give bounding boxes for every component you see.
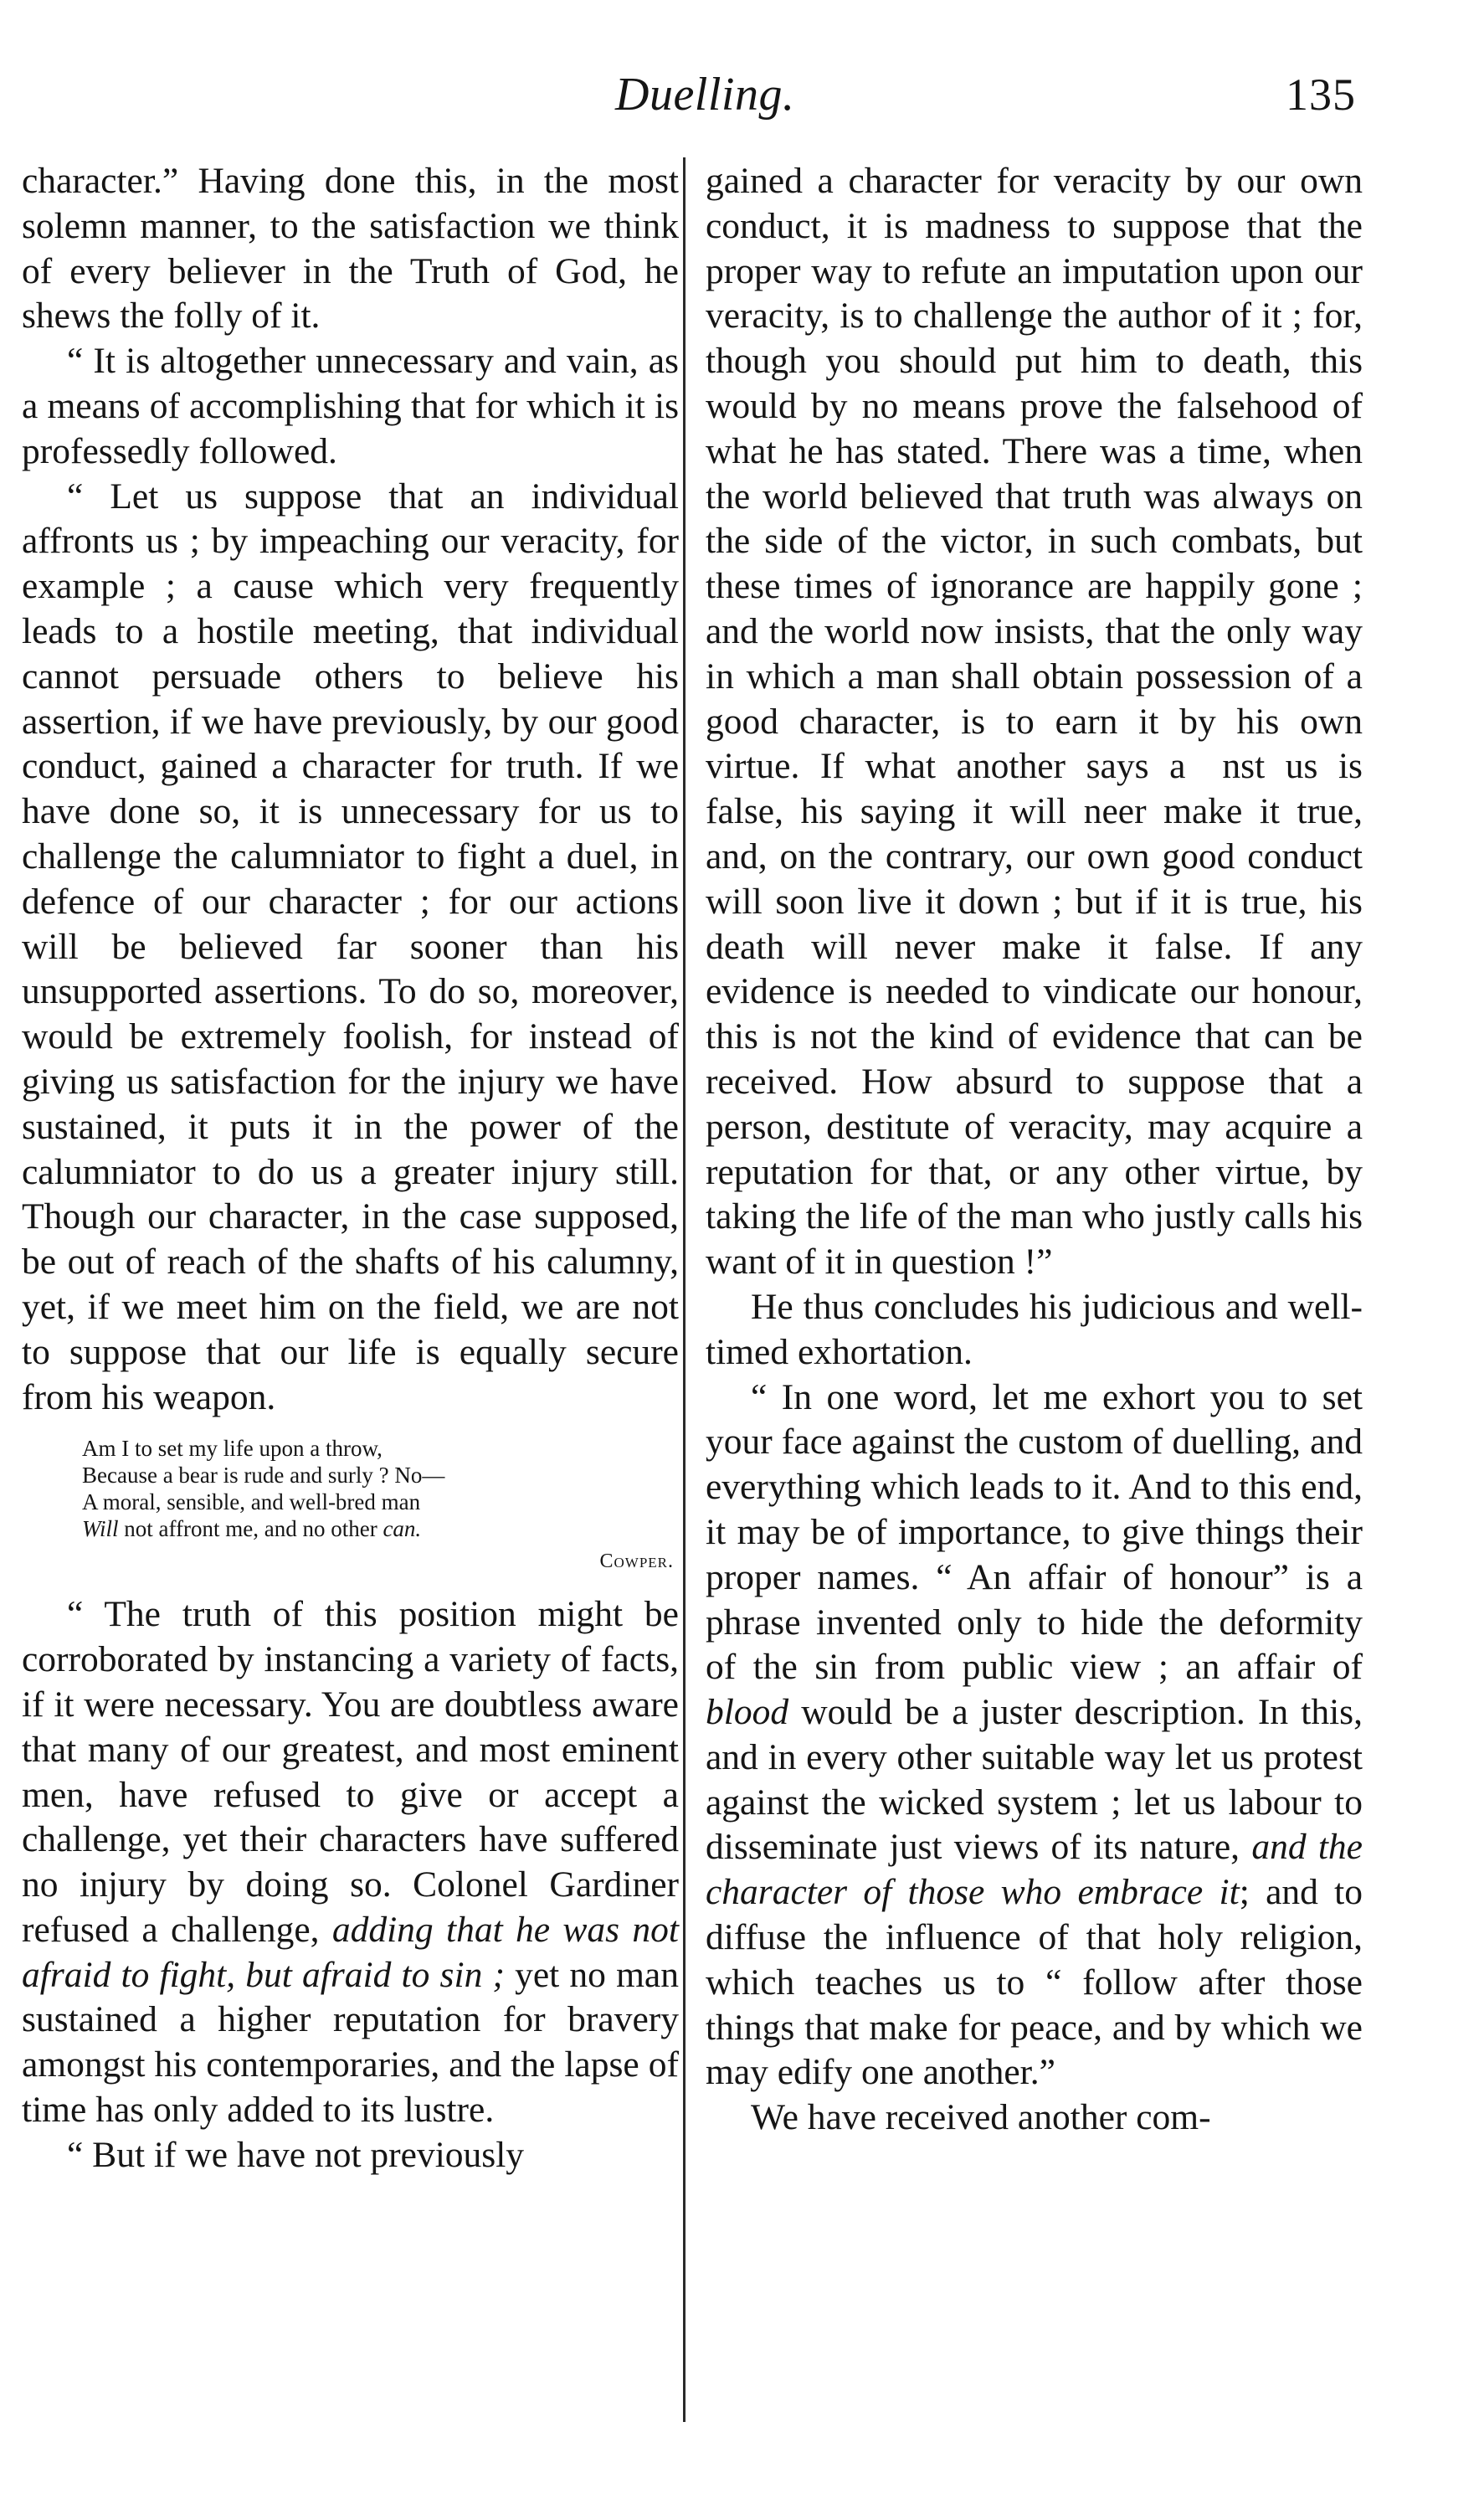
column-divider [683,157,686,2422]
paragraph: “ But if we have not previously [67,2134,525,2175]
verse-line [82,1515,679,1542]
paragraph-text: would be a juster description. In this, and in every other suitable way let us protest against the wicked system ; let us labour to disseminate just views of its nature, [706,1692,1363,1868]
paragraph: He thus concludes his judicious and well-timed exhortation. [706,1286,1363,1372]
verse-italic: Will [82,1516,119,1542]
paragraph [706,159,1363,1285]
verse-line: Am I to set my life upon a throw, [82,1436,383,1462]
running-title: Duelling. [615,69,795,121]
verse-line: Because a bear is rude and surly ? No— [82,1463,445,1489]
verse-line: A moral, sensible, and well-bred man [82,1489,421,1515]
right-column [706,159,1363,2141]
left-column [22,159,679,2178]
page-number: 135 [1286,69,1356,120]
verse-quotation [82,1435,679,1581]
paragraph [22,1592,679,2133]
italic-text: blood [706,1692,789,1733]
paragraph-text: ; and to diffuse the influence of that holy religion, which teaches us to “ follow after those things that make for peace, and by which we may edify one another.” [706,1872,1363,2093]
paragraph: “ Let us suppose that an individual affronts us ; by impeaching our veracity, for example ; a cause which very frequently leads to a hostile meeting, that individual cannot persuade others to believe his assertion, if we have previously, by our good conduct, gained a character for truth. If we have done so, it is unnecessary for us to challenge the calumniator to fight a duel, in defence of our character ; for our actions will be believed far sooner than his unsupported assertions. To do so, moreover, would be extremely foolish, for instead of giving us satisfaction for the injury we have sustained, it puts it in the power of the calumniator to do us a greater injury still. Though our character, in the case supposed, be out of reach of the shafts of his calumny, yet, if we meet him on the field, we are not to suppose that our life is equally secure from his weapon. [22,476,679,1417]
paragraph-text: “ In one word, let me exhort you to set your face against the custom of duelling, and everything which leads to it. And to this end, it may be of importance, to give things their proper names. “ An affair of honour” is a phrase invented only to hide the deformity of the sin from public view ; an affair of [706,1376,1363,1688]
verse-text: not affront me, and no other [118,1516,383,1542]
paragraph: “ It is altogether unnecessary and vain, as a means of accomplishing that for which it is professedly followed. [22,341,679,471]
paragraph: character.” Having done this, in the most solemn manner, to the satisfaction we think of every believer in the Truth of God, he shews the folly of it. [22,161,679,337]
paragraph-text: nst us is false, his saying it will ne [706,746,1363,832]
italic-text: and the character of those who embrace it [706,1827,1363,1913]
paragraph-text: gained a character for veracity by our own conduct, it is madness to suppose that the proper way to refute an imputation upon our veracity, is to challenge the author of it ; for, though you should put him to death, this would by no means prove the falsehood of what he has stated. There was a time, when the world believed that truth was always on the side of the victor, in such combats, but these times of ignorance are happily gone ; and the world now insists, that the only way in which a man shall obtain possession of a good character, is to earn it by his own virtue. If what another says a [706,161,1363,787]
page-header [33,65,1356,132]
verse-attribution: Cowper. [599,1550,674,1573]
paragraph-text: er make it true, and, on the contrary, our own good conduct will soon live it down ; but if it is true, his death will never make it false. If any evidence is needed to vindicate our honour, this is not the kind of evidence that can be received. How absurd to suppose that a person, destitute of veracity, may acquire a reputation for that, or any other virtue, by taking the life of the man who justly calls his want of it in question !” [706,791,1363,1283]
paragraph-text: yet no man sustained a higher reputation for bravery amongst his contemporaries, and the lapse of time has only added to its lustre. [22,1954,679,2131]
paragraph-text: “ The truth of this position might be corroborated by instancing a variety of facts, if it were necessary. You are doubtless aware that many of our greatest, and most eminent men, have refused to give or accept a challenge, yet their characters have suffered no injury by doing so. Colonel Gardiner refused a challenge, [22,1594,679,1950]
paragraph: We have received another com- [751,2097,1211,2138]
italic-text: adding that he was not afraid to fight, but afraid to sin ; [22,1909,679,1995]
verse-italic: can. [383,1516,422,1542]
paragraph [706,1375,1363,2096]
